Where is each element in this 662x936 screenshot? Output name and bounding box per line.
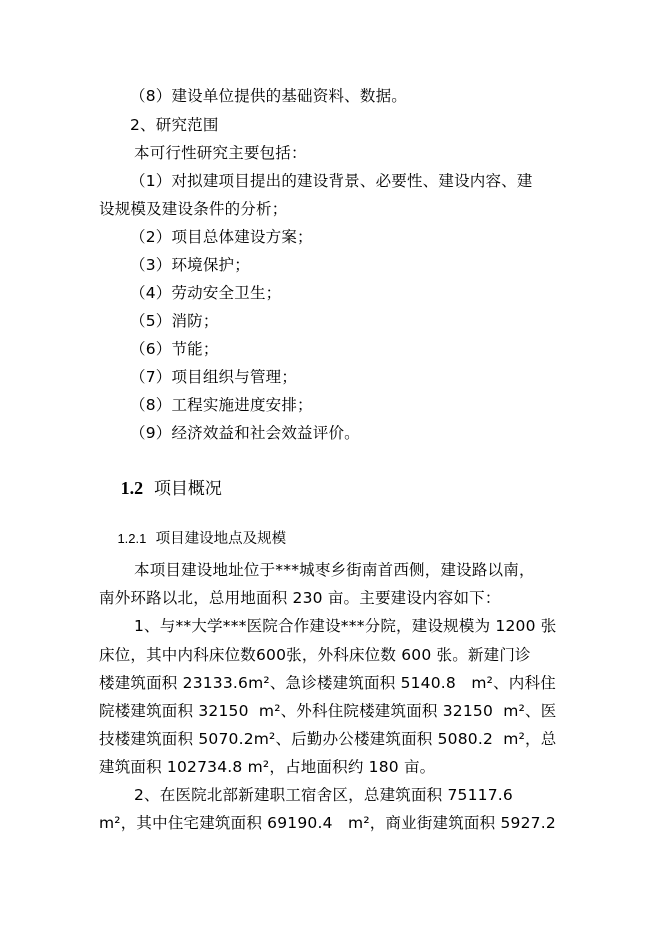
text-line: （5）消防；	[130, 312, 219, 330]
section-number: 1.2	[120, 478, 144, 498]
section-title: 项目概况	[153, 479, 222, 499]
body-line: 楼建筑面积 23133.6m²、急诊楼建筑面积 5140.8 m²、内科住	[99, 674, 556, 692]
body-line: 建筑面积 102734.8 m²，占地面积约 180 亩。	[99, 758, 436, 776]
text-line: （4）劳动安全卫生；	[130, 284, 282, 302]
text-line: （8）工程实施进度安排；	[130, 396, 313, 414]
text-line: （9）经济效益和社会效益评价。	[130, 424, 360, 442]
body-line: 2、在医院北部新建职工宿舍区，总建筑面积 75117.6	[134, 786, 513, 804]
body-line: 本项目建设地址位于***城枣乡街南首西侧，建设路以南，	[134, 561, 535, 579]
text-line: （2）项目总体建设方案；	[130, 228, 313, 246]
text-line: 本可行性研究主要包括：	[134, 144, 307, 162]
text-line: （6）节能；	[130, 340, 219, 358]
body-line: 技楼建筑面积 5070.2m²、后勤办公楼建筑面积 5080.2 m²，总	[99, 730, 557, 748]
subsection-title: 项目建设地点及规模	[155, 531, 287, 547]
subsection-number: 1.2.1	[117, 531, 147, 546]
body-line: 床位，其中内科床位数600张，外科床位数 600 张。新建门诊	[99, 646, 531, 664]
body-line: m²，其中住宅建筑面积 69190.4 m²，商业街建筑面积 5927.2	[99, 814, 556, 832]
text-line: （7）项目组织与管理；	[130, 368, 298, 386]
body-line: 南外环路以北，总用地面积 230 亩。主要建设内容如下：	[99, 589, 501, 607]
body-line: 院楼建筑面积 32150 m²、外科住院楼建筑面积 32150 m²、医	[99, 702, 557, 720]
body-line: 1、与**大学***医院合作建设***分院，建设规模为 1200 张	[134, 617, 557, 635]
text-line: 2、研究范围	[130, 116, 219, 134]
text-line: （3）环境保护；	[130, 256, 250, 274]
text-line: （1）对拟建项目提出的建设背景、必要性、建设内容、建	[130, 172, 533, 190]
text-line: 设规模及建设条件的分析；	[99, 200, 288, 218]
text-line: （8）建设单位提供的基础资料、数据。	[130, 87, 407, 105]
